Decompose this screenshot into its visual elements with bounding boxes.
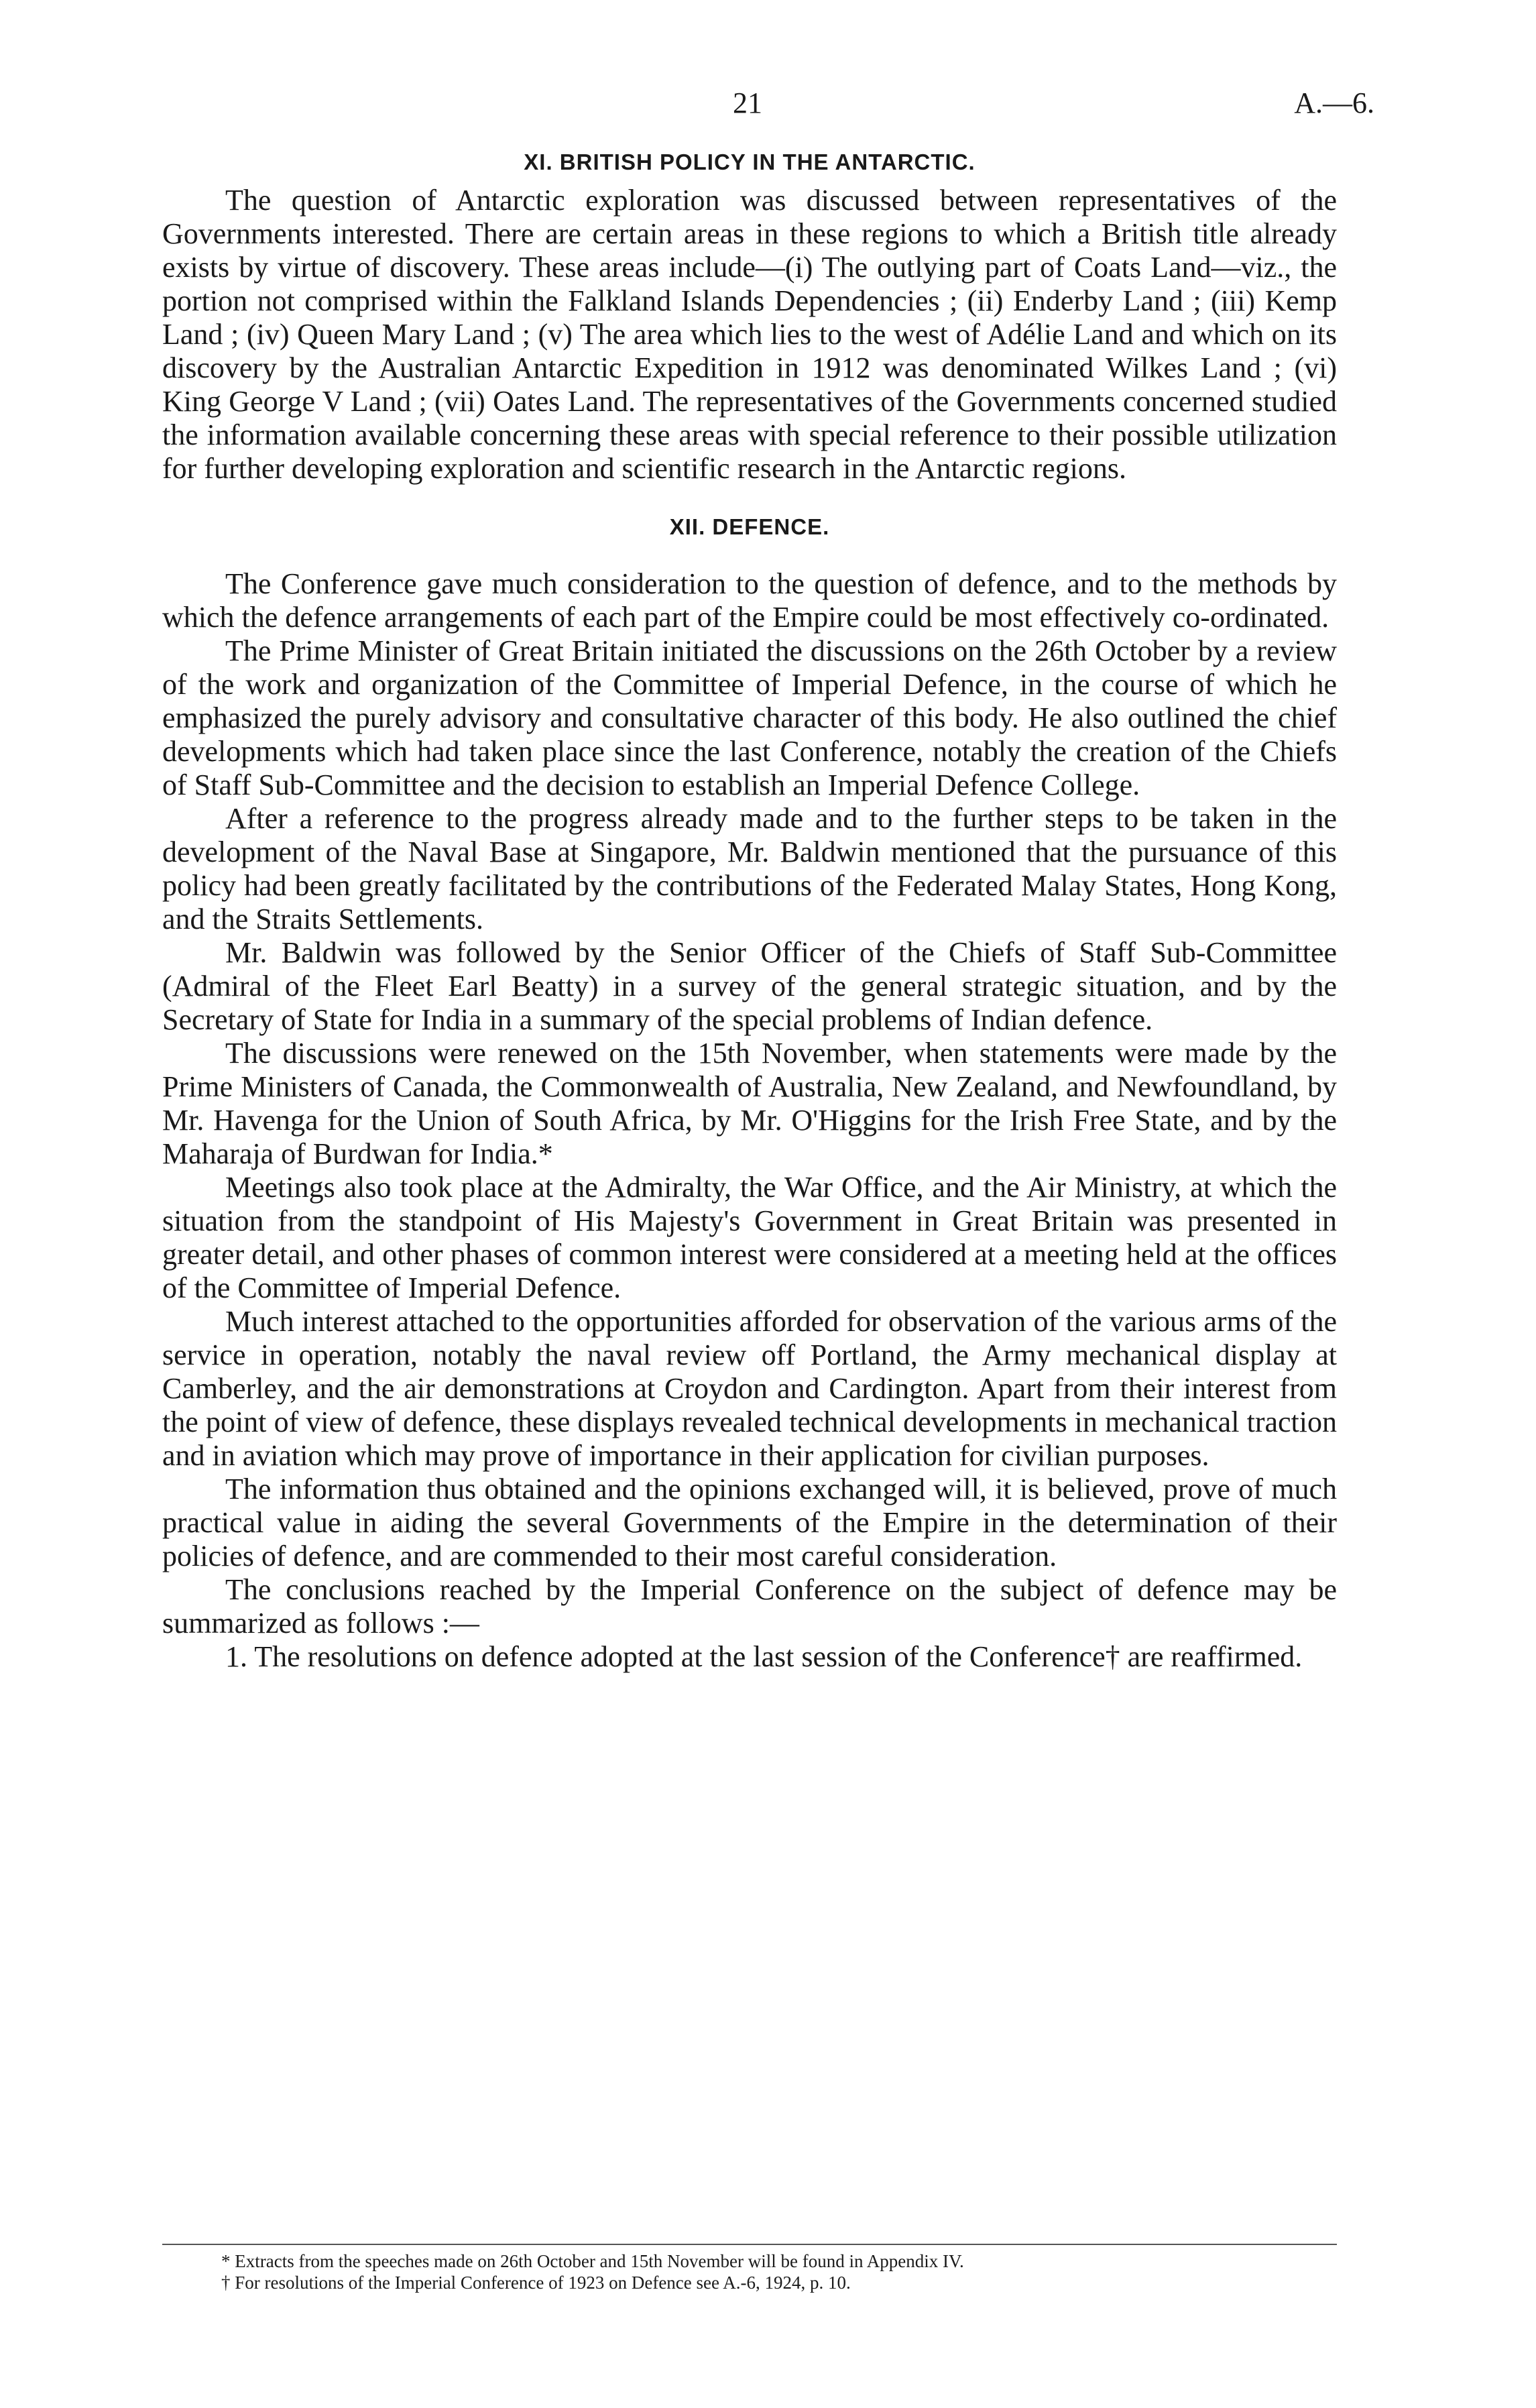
paragraph: The Conference gave much consideration to the question of defence, and to the methods by which the defence arrangements of each part of the Empire could be most effectively co-ordinated. — [162, 567, 1337, 634]
paragraph: Much interest attached to the opportunities afforded for observation of the various arms of the service in operation, notably the naval review off Portland, the Army mechanical display at Camberley, and the air demonstrations at Croydon and Cardington. Apart from their interest from the point of view of defence, these displays revealed technical developments in mechanical traction and in aviation which may prove of importance in their application for civilian purposes. — [162, 1305, 1337, 1472]
page-number: 21 — [733, 87, 762, 119]
paragraph: The question of Antarctic exploration was discussed between representatives of the Governments interested. There are certain areas in these regions to which a British title already exists by virtue of discovery. These areas include—(i) The outlying part of Coats Land—viz., the portion not comprised within the Falkland Islands Dependencies ; (ii) Enderby Land ; (iii) Kemp Land ; (iv) Queen Mary Land ; (v) The area which lies to the west of Adélie Land and which on its discovery by the Australian Antarctic Expedition in 1912 was denominated Wilkes Land ; (vi) King George V Land ; (vii) Oates Land. The representatives of the Governments concerned studied the information available concerning these areas with special reference to their possible utilization for further developing exploration and scientific research in the Antarctic regions. — [162, 184, 1337, 485]
section-heading-defence: XII. DEFENCE. — [669, 514, 830, 539]
document-reference: A.—6. — [1294, 87, 1374, 119]
paragraph: The discussions were renewed on the 15th November, when statements were made by the Prime Ministers of Canada, the Commonwealth of Australia, New Zealand, and Newfoundland, by Mr. Havenga for the Union of South Africa, by Mr. O'Higgins for the Irish Free State, and by the Maharaja of Burdwan for India.* — [162, 1037, 1337, 1170]
paragraph: The Prime Minister of Great Britain initiated the discussions on the 26th October by a review of the work and organization of the Committee of Imperial Defence, in the course of which he emphasized the purely advisory and consultative character of this body. He also outlined the chief developments which had taken place since the last Conference, notably the creation of the Chiefs of Staff Sub-Committee and the decision to establish an Imperial Defence College. — [162, 634, 1337, 801]
paragraph: 1. The resolutions on defence adopted at the last session of the Conference† are reaffirmed. — [225, 1640, 1303, 1673]
paragraph: Meetings also took place at the Admiralty, the War Office, and the Air Ministry, at which the situation from the standpoint of His Majesty's Government in Great Britain was presented in greater detail, and other phases of common interest were considered at a meeting held at the offices of the Committee of Imperial Defence. — [162, 1171, 1337, 1304]
footnote: * Extracts from the speeches made on 26th October and 15th November will be found in Appendix IV. — [221, 2251, 964, 2271]
footnote-divider — [162, 2244, 1337, 2245]
paragraph: Mr. Baldwin was followed by the Senior Officer of the Chiefs of Staff Sub-Committee (Admiral of the Fleet Earl Beatty) in a survey of the general strategic situation, and by the Secretary of State for India in a summary of the special problems of Indian defence. — [162, 936, 1337, 1036]
footnote: † For resolutions of the Imperial Conference of 1923 on Defence see A.-6, 1924, p. 10. — [221, 2273, 851, 2293]
paragraph: The conclusions reached by the Imperial Conference on the subject of defence may be summarized as follows :— — [162, 1573, 1337, 1640]
footnotes — [221, 2250, 1334, 2293]
paragraph: The information thus obtained and the opinions exchanged will, it is believed, prove of much practical value in aiding the several Governments of the Empire in the determination of their policies of defence, and are commended to their most careful consideration. — [162, 1473, 1337, 1572]
section-heading-antarctic: XI. BRITISH POLICY IN THE ANTARCTIC. — [524, 150, 976, 174]
body-text — [162, 149, 1337, 1674]
paragraph: After a reference to the progress already made and to the further steps to be taken in the development of the Naval Base at Singapore, Mr. Baldwin mentioned that the pursuance of this policy had been greatly facilitated by the contributions of the Federated Malay States, Hong Kong, and the Straits Settlements. — [162, 802, 1337, 935]
